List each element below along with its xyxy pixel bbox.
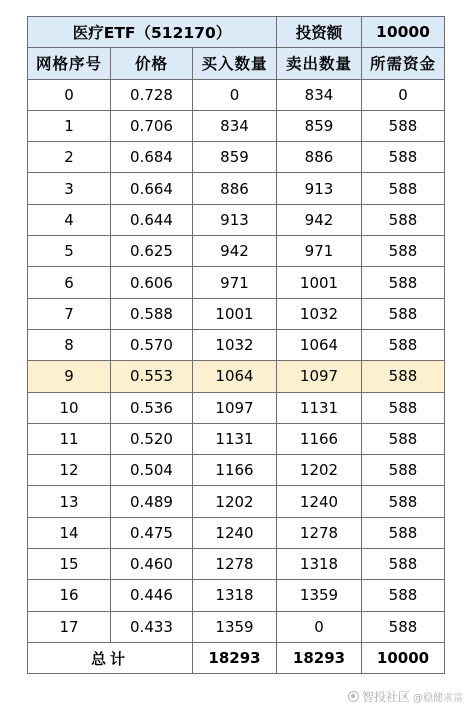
col-header-sell-qty: 卖出数量 [277, 48, 362, 79]
required-funds-cell: 588 [362, 549, 445, 580]
price-cell: 0.446 [111, 580, 193, 611]
col-header-index: 网格序号 [28, 48, 111, 79]
col-header-price: 价格 [111, 48, 193, 79]
table-row [28, 298, 445, 329]
grid-index-cell: 15 [28, 549, 111, 580]
grid-index-cell: 0 [28, 79, 111, 110]
watermark [348, 688, 463, 705]
table-row [28, 455, 445, 486]
total-buy-qty: 18293 [193, 642, 277, 673]
buy-qty-cell: 1240 [193, 517, 277, 548]
sell-qty-cell: 942 [277, 204, 362, 235]
watermark-main-text: 智投社区 [361, 690, 410, 704]
buy-qty-cell: 0 [193, 79, 277, 110]
required-funds-cell: 588 [362, 361, 445, 392]
total-label: 总计 [28, 642, 193, 673]
community-logo-icon [348, 691, 359, 702]
table-row [28, 267, 445, 298]
required-funds-cell: 588 [362, 267, 445, 298]
price-cell: 0.625 [111, 236, 193, 267]
sell-qty-cell: 1064 [277, 329, 362, 360]
required-funds-cell: 588 [362, 517, 445, 548]
buy-qty-cell: 1166 [193, 455, 277, 486]
sell-qty-cell: 1278 [277, 517, 362, 548]
grid-index-cell: 6 [28, 267, 111, 298]
sell-qty-cell: 1318 [277, 549, 362, 580]
sell-qty-cell: 1166 [277, 423, 362, 454]
sell-qty-cell: 1032 [277, 298, 362, 329]
sell-qty-cell: 1131 [277, 392, 362, 423]
sell-qty-cell: 834 [277, 79, 362, 110]
table-row [28, 204, 445, 235]
required-funds-cell: 588 [362, 611, 445, 642]
grid-index-cell: 17 [28, 611, 111, 642]
price-cell: 0.664 [111, 173, 193, 204]
required-funds-cell: 588 [362, 204, 445, 235]
grid-index-cell: 7 [28, 298, 111, 329]
sell-qty-cell: 1097 [277, 361, 362, 392]
sell-qty-cell: 886 [277, 142, 362, 173]
buy-qty-cell: 886 [193, 173, 277, 204]
col-header-buy-qty: 买入数量 [193, 48, 277, 79]
buy-qty-cell: 1131 [193, 423, 277, 454]
grid-index-cell: 1 [28, 110, 111, 141]
table-row [28, 580, 445, 611]
price-cell: 0.728 [111, 79, 193, 110]
price-cell: 0.553 [111, 361, 193, 392]
column-header-row [28, 48, 445, 79]
table-row [28, 329, 445, 360]
sell-qty-cell: 1202 [277, 455, 362, 486]
price-cell: 0.684 [111, 142, 193, 173]
invest-amount-label: 投资额 [277, 17, 362, 48]
fund-title: 医疗ETF（512170） [28, 17, 277, 48]
price-cell: 0.520 [111, 423, 193, 454]
total-funds: 10000 [362, 642, 445, 673]
buy-qty-cell: 1359 [193, 611, 277, 642]
buy-qty-cell: 1202 [193, 486, 277, 517]
price-cell: 0.460 [111, 549, 193, 580]
buy-qty-cell: 913 [193, 204, 277, 235]
price-cell: 0.570 [111, 329, 193, 360]
required-funds-cell: 588 [362, 110, 445, 141]
price-cell: 0.588 [111, 298, 193, 329]
sell-qty-cell: 1240 [277, 486, 362, 517]
table-row [28, 79, 445, 110]
price-cell: 0.475 [111, 517, 193, 548]
grid-index-cell: 13 [28, 486, 111, 517]
buy-qty-cell: 1097 [193, 392, 277, 423]
sell-qty-cell: 1001 [277, 267, 362, 298]
col-header-required-funds: 所需资金 [362, 48, 445, 79]
price-cell: 0.536 [111, 392, 193, 423]
required-funds-cell: 588 [362, 236, 445, 267]
table-row [28, 173, 445, 204]
buy-qty-cell: 1032 [193, 329, 277, 360]
total-row [28, 642, 445, 673]
grid-index-cell: 16 [28, 580, 111, 611]
grid-trading-table [27, 16, 445, 674]
invest-amount-value: 10000 [362, 17, 445, 48]
sell-qty-cell: 913 [277, 173, 362, 204]
required-funds-cell: 588 [362, 580, 445, 611]
buy-qty-cell: 834 [193, 110, 277, 141]
price-cell: 0.606 [111, 267, 193, 298]
price-cell: 0.489 [111, 486, 193, 517]
grid-index-cell: 11 [28, 423, 111, 454]
required-funds-cell: 588 [362, 173, 445, 204]
price-cell: 0.504 [111, 455, 193, 486]
price-cell: 0.433 [111, 611, 193, 642]
buy-qty-cell: 1001 [193, 298, 277, 329]
required-funds-cell: 588 [362, 455, 445, 486]
required-funds-cell: 588 [362, 423, 445, 454]
sell-qty-cell: 859 [277, 110, 362, 141]
buy-qty-cell: 971 [193, 267, 277, 298]
grid-index-cell: 12 [28, 455, 111, 486]
grid-index-cell: 5 [28, 236, 111, 267]
table-header-row [28, 17, 445, 48]
buy-qty-cell: 859 [193, 142, 277, 173]
grid-index-cell: 2 [28, 142, 111, 173]
table-row [28, 486, 445, 517]
table-row [28, 392, 445, 423]
required-funds-cell: 588 [362, 329, 445, 360]
table-row [28, 110, 445, 141]
buy-qty-cell: 1278 [193, 549, 277, 580]
grid-index-cell: 9 [28, 361, 111, 392]
sell-qty-cell: 1359 [277, 580, 362, 611]
price-cell: 0.644 [111, 204, 193, 235]
table-row [28, 361, 445, 392]
grid-index-cell: 8 [28, 329, 111, 360]
sell-qty-cell: 0 [277, 611, 362, 642]
required-funds-cell: 588 [362, 142, 445, 173]
required-funds-cell: 0 [362, 79, 445, 110]
table-row [28, 549, 445, 580]
grid-index-cell: 3 [28, 173, 111, 204]
required-funds-cell: 588 [362, 392, 445, 423]
price-cell: 0.706 [111, 110, 193, 141]
watermark-sub-text: @稳健求富 [413, 693, 463, 704]
total-sell-qty: 18293 [277, 642, 362, 673]
table-row [28, 517, 445, 548]
sell-qty-cell: 971 [277, 236, 362, 267]
buy-qty-cell: 1318 [193, 580, 277, 611]
buy-qty-cell: 1064 [193, 361, 277, 392]
grid-index-cell: 4 [28, 204, 111, 235]
grid-index-cell: 10 [28, 392, 111, 423]
table-row [28, 611, 445, 642]
required-funds-cell: 588 [362, 486, 445, 517]
required-funds-cell: 588 [362, 298, 445, 329]
table-row [28, 423, 445, 454]
table-row [28, 142, 445, 173]
grid-index-cell: 14 [28, 517, 111, 548]
table-row [28, 236, 445, 267]
buy-qty-cell: 942 [193, 236, 277, 267]
